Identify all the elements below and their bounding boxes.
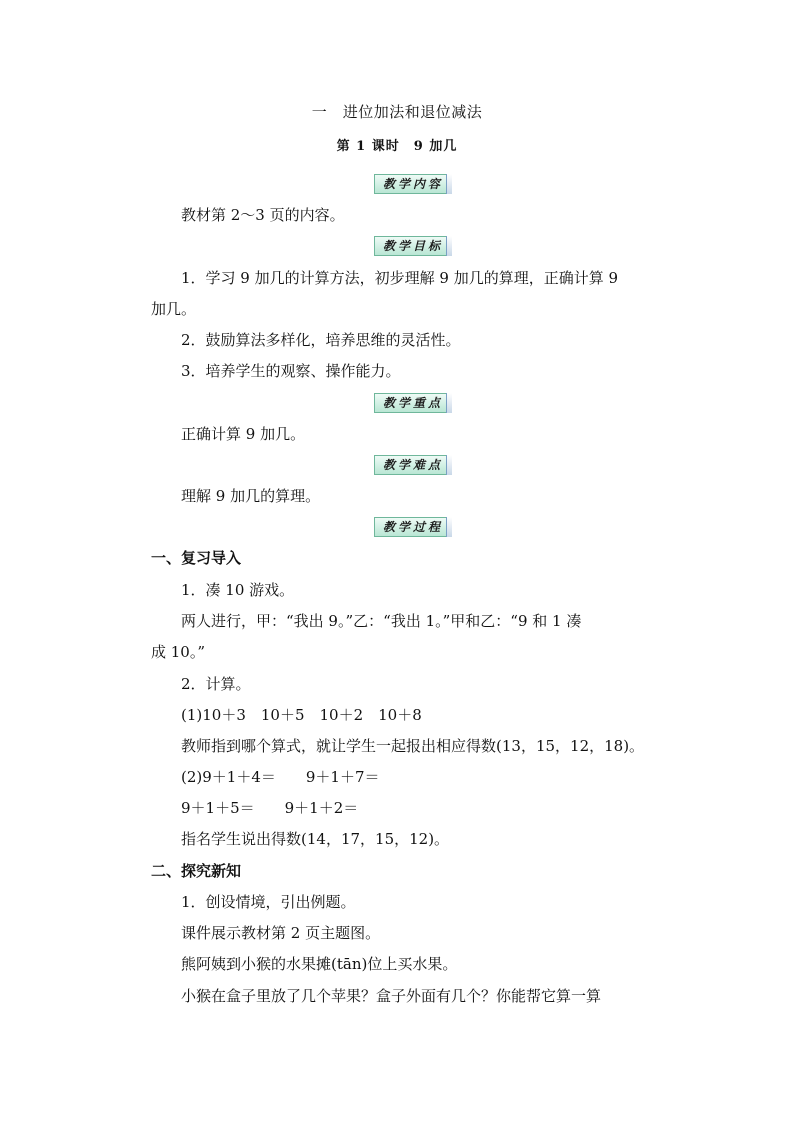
difficulty-text: 理解 9 加几的算理。 [181,487,321,505]
goal-1-line-1: 1．学习 9 加几的计算方法，初步理解 9 加几的算理，正确计算 9 [181,269,619,287]
goal-1-line-2: 加几。 [151,300,197,318]
s1-item-2: 2．计算。 [181,675,251,693]
s1-calc-2b: 9＋1＋5＝ 9＋1＋2＝ [181,799,359,817]
s2-paragraph-3: 小猴在盒子里放了几个苹果？盒子外面有几个？你能帮它算一算 [181,987,602,1005]
badge-scroll-icon [446,455,452,475]
badge-teaching-content [374,174,452,194]
s1-calc-1: (1)10＋3 10＋5 10＋2 10＋8 [181,706,422,724]
s1-calc-2a: (2)9＋1＋4＝ 9＋1＋7＝ [181,768,380,786]
badge-label: 教学难点 [382,458,443,472]
s2-paragraph-2: 熊阿姨到小猴的水果摊(tān)位上买水果。 [181,955,458,973]
badge-key-point [374,393,452,413]
section-2-title: 二、探究新知 [151,862,242,880]
lesson-title: 第 1 课时 9 加几 [336,139,458,154]
badge-label: 教学目标 [382,239,443,253]
badge-teaching-goals [374,236,452,256]
badge-scroll-icon [446,236,452,256]
key-text: 正确计算 9 加几。 [181,425,306,443]
goal-2: 2．鼓励算法多样化，培养思维的灵活性。 [181,331,461,349]
s2-item-1: 1．创设情境，引出例题。 [181,893,356,911]
chapter-title: 一 进位加法和退位减法 [311,103,483,121]
s1-paragraph-3: 指名学生说出得数(14，17，15，12)。 [181,830,450,848]
badge-teaching-process [374,517,452,537]
badge-scroll-icon [446,393,452,413]
goal-3: 3．培养学生的观察、操作能力。 [181,362,401,380]
badge-label: 教学内容 [382,177,443,191]
badge-difficulty [374,455,452,475]
content-text: 教材第 2～3 页的内容。 [181,206,345,224]
s1-paragraph-2: 教师指到哪个算式，就让学生一起报出相应得数(13，15，12，18)。 [181,737,645,755]
badge-scroll-icon [446,174,452,194]
s2-paragraph-1: 课件展示教材第 2 页主题图。 [181,924,381,942]
s1-paragraph-1-line-1: 两人进行，甲：“我出 9。”乙：“我出 1。”甲和乙：“9 和 1 凑 [181,612,582,630]
badge-scroll-icon [446,517,452,537]
s1-paragraph-1-line-2: 成 10。” [151,643,206,661]
s1-item-1: 1．凑 10 游戏。 [181,581,295,599]
badge-label: 教学过程 [382,520,443,534]
badge-label: 教学重点 [382,396,443,410]
section-1-title: 一、复习导入 [151,549,242,567]
